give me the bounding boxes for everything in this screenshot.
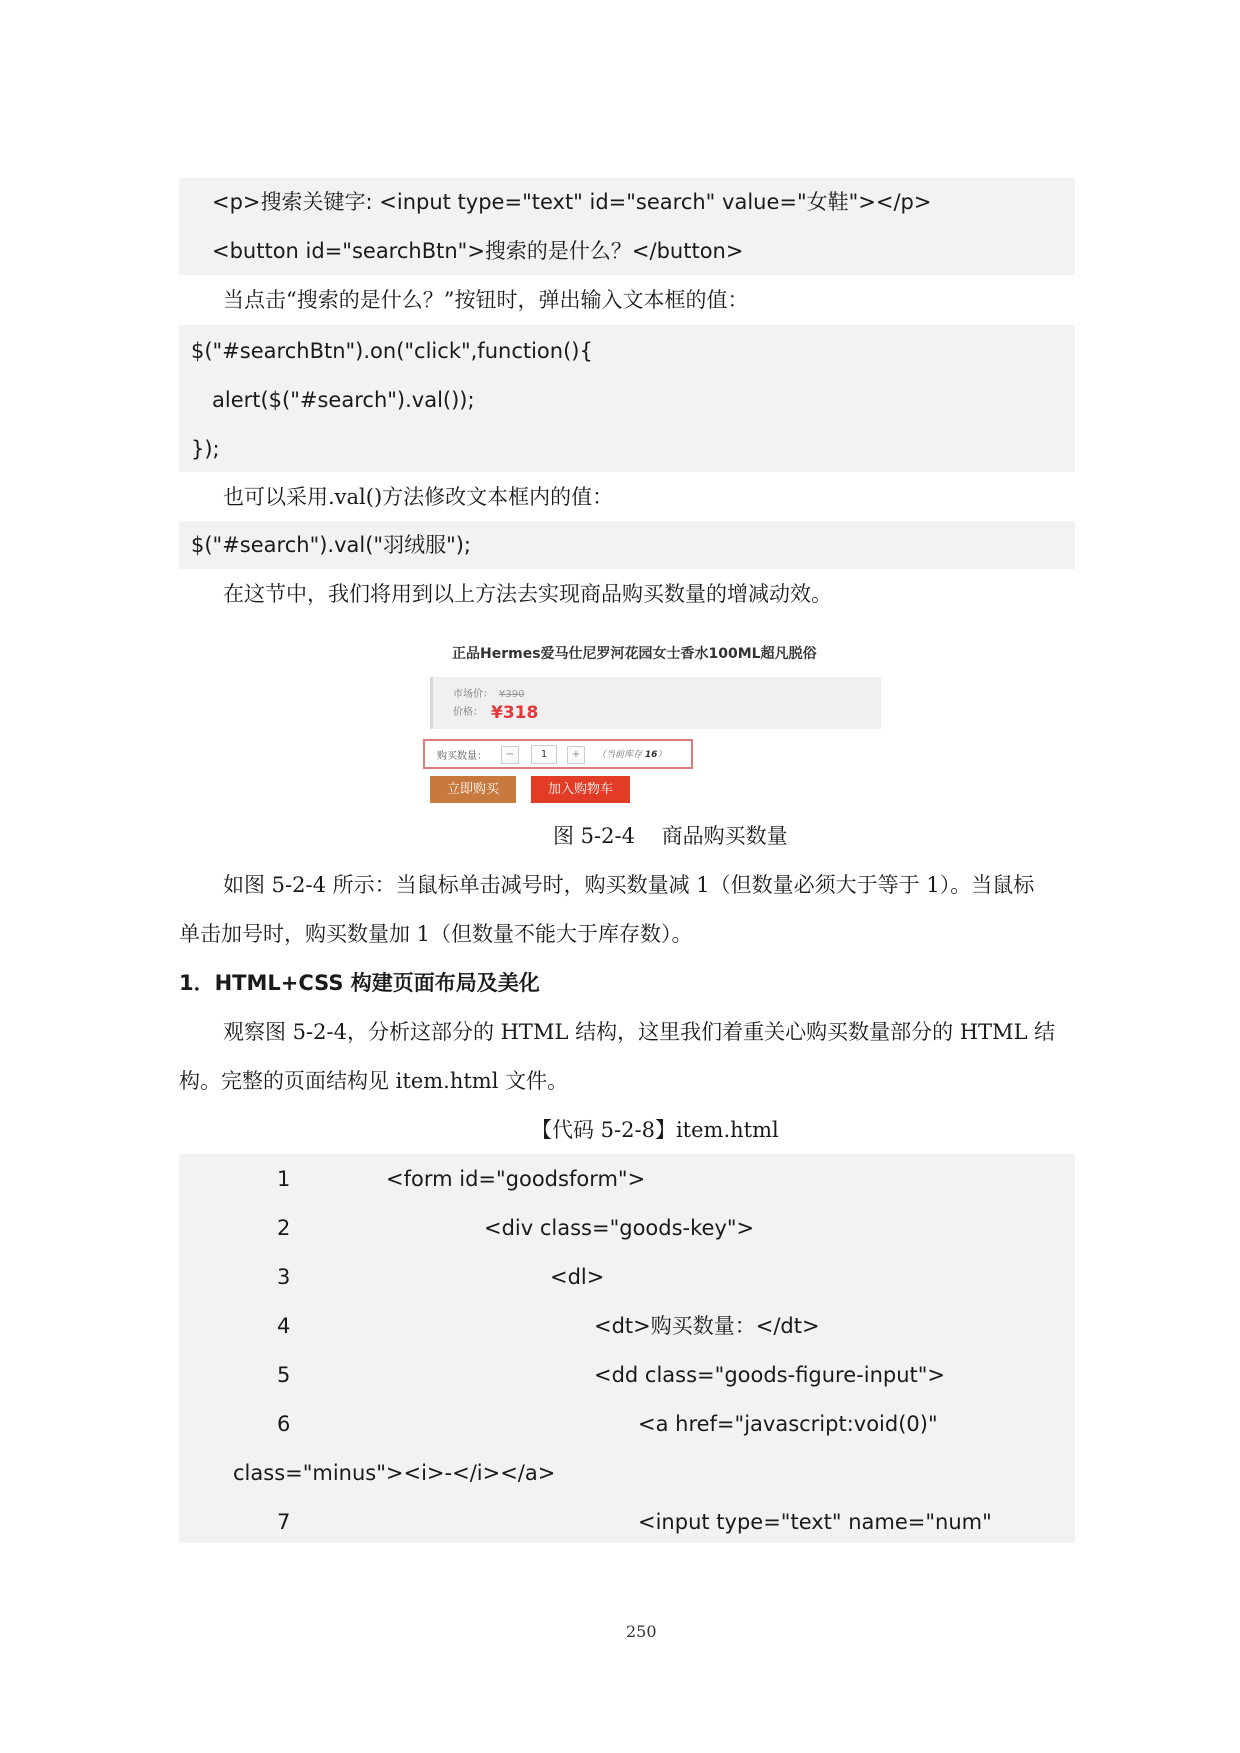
code-line: <form id="goodsform"> — [386, 1167, 646, 1191]
stock-value: 16 — [644, 750, 658, 760]
code-line: alert($("#search").val()); — [212, 388, 475, 412]
code-line: $("#search").val("羽绒服"); — [191, 533, 472, 557]
paragraph-2: 也可以采用.val()方法修改文本框内的值： — [223, 485, 614, 509]
paragraph-5-line1: 观察图 5-2-4，分析这部分的 HTML 结构，这里我们着重关心购买数量部分的 HTML 结 — [223, 1020, 1056, 1044]
code-line: <button id="searchBtn">搜索的是什么？</button> — [212, 239, 744, 263]
code-block-3 — [179, 521, 1075, 569]
section-heading: 1．HTML+CSS 构建页面布局及美化 — [179, 971, 540, 995]
code-line: <dt>购买数量：</dt> — [594, 1314, 820, 1338]
quantity-box — [423, 739, 693, 769]
line-number: 1 — [277, 1167, 291, 1191]
minus-button[interactable]: − — [501, 746, 519, 764]
code-line: class="minus"><i>-</i></a> — [233, 1461, 556, 1485]
market-price-row — [453, 685, 524, 700]
price-value: ¥318 — [491, 703, 539, 723]
page-number: 250 — [626, 1622, 657, 1641]
product-title: 正品Hermes爱马仕尼罗河花园女士香水100ML超凡脱俗 — [452, 646, 817, 662]
code-block-2 — [179, 325, 1075, 472]
product-figure — [420, 637, 880, 807]
line-number: 5 — [277, 1363, 291, 1387]
code-line: }); — [191, 437, 220, 461]
plus-button[interactable]: + — [567, 746, 585, 764]
market-price: ¥390 — [499, 689, 525, 700]
code-block-1 — [179, 178, 1075, 275]
code-line: <div class="goods-key"> — [484, 1216, 755, 1240]
paragraph-4-line1: 如图 5-2-4 所示：当鼠标单击减号时，购买数量减 1（但数量必须大于等于 1）。当鼠标 — [223, 873, 1035, 897]
buy-now-button[interactable]: 立即购买 — [430, 776, 516, 803]
price-row — [453, 703, 538, 723]
code-line: $("#searchBtn").on("click",function(){ — [191, 339, 593, 363]
price-box — [430, 677, 881, 729]
paragraph-4-line2: 单击加号时，购买数量加 1（但数量不能大于库存数）。 — [179, 922, 693, 946]
code-line: <input type="text" name="num" — [638, 1510, 992, 1534]
code-line: <p>搜索关键字: <input type="text" id="search" value="女鞋"></p> — [212, 190, 932, 214]
stock-info: （当前库存 16） — [597, 750, 667, 760]
add-to-cart-button[interactable]: 加入购物车 — [531, 776, 630, 803]
code-line: <dd class="goods-figure-input"> — [594, 1363, 946, 1387]
quantity-label: 购买数量： — [437, 751, 487, 762]
market-price-label: 市场价： — [453, 689, 493, 700]
line-number: 3 — [277, 1265, 291, 1289]
paragraph-1: 当点击“搜索的是什么？”按钮时，弹出输入文本框的值： — [223, 288, 749, 312]
figure-caption: 图 5-2-4 商品购买数量 — [553, 824, 788, 848]
quantity-input[interactable]: 1 — [531, 745, 557, 764]
line-number: 4 — [277, 1314, 291, 1338]
code-line: <a href="javascript:void(0)" — [638, 1412, 938, 1436]
line-number: 2 — [277, 1216, 291, 1240]
line-number: 7 — [277, 1510, 291, 1534]
price-label: 价格： — [453, 707, 483, 718]
line-number: 6 — [277, 1412, 291, 1436]
paragraph-3: 在这节中，我们将用到以上方法去实现商品购买数量的增减动效。 — [223, 582, 832, 606]
code-line: <dl> — [550, 1265, 605, 1289]
code-title: 【代码 5-2-8】item.html — [531, 1118, 779, 1142]
paragraph-5-line2: 构。完整的页面结构见 item.html 文件。 — [179, 1069, 569, 1093]
